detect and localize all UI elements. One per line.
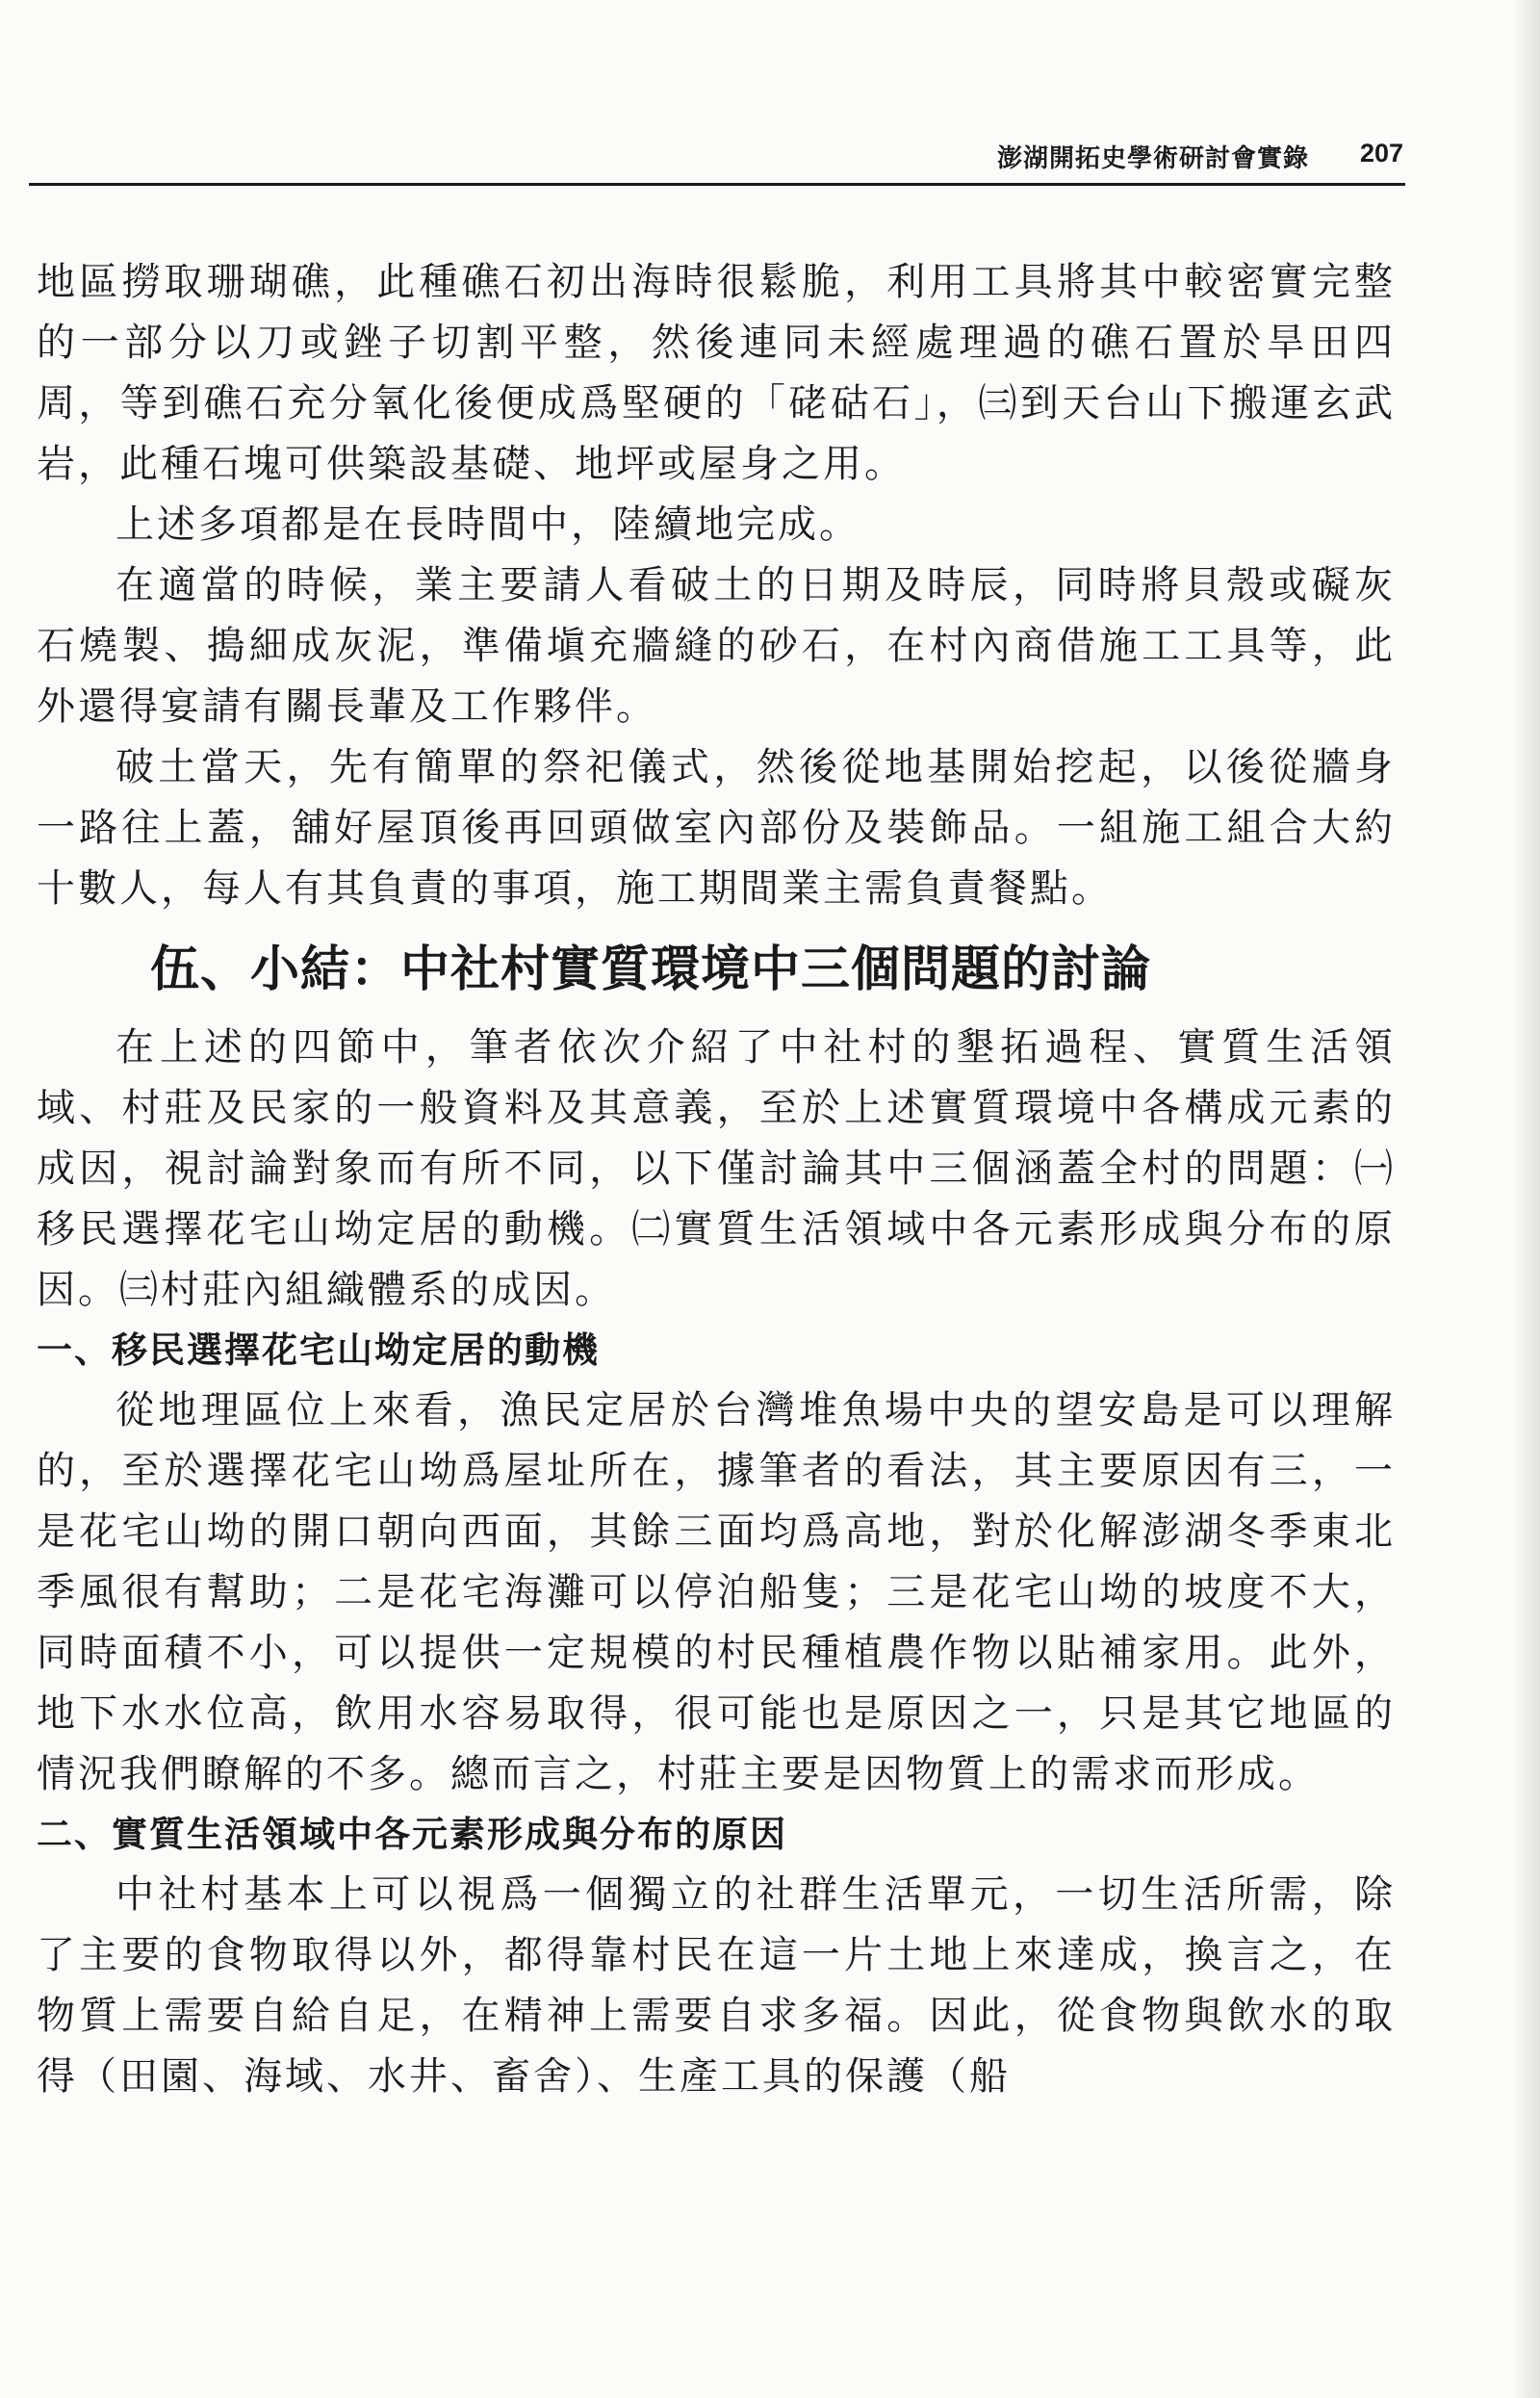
paragraph-continued: 地區撈取珊瑚礁，此種礁石初出海時很鬆脆，利用工具將其中較密實完整的一部分以刀或銼子切割平整，然後連同未經處理過的礁石置於旱田四周，等到礁石充分氧化後便成爲堅硬的「硓𥑮石」，㈢到天台山下搬運玄武岩，此種石塊可供築設基礎、地坪或屋身之用。 (37, 260, 1396, 486)
section-intro-paragraph: 在上述的四節中，筆者依次介紹了中社村的墾拓過程、實質生活領域、村莊及民家的一般資料及其意義，至於上述實質環境中各構成元素的成因，視討論對象而有所不同，以下僅討論其中三個涵蓋全村的問題：㈠移民選擇花宅山坳定居的動機。㈡實質生活領域中各元素形成與分布的原因。㈢村莊內組織體系的成因。 (37, 1025, 1396, 1312)
page-body (37, 252, 1396, 2107)
subsection-1-paragraph: 從地理區位上來看，漁民定居於台灣堆魚場中央的望安島是可以理解的，至於選擇花宅山坳爲屋址所在，據筆者的看法，其主要原因有三，一是花宅山坳的開口朝向西面，其餘三面均爲高地，對於化解澎湖冬季東北季風很有幫助；二是花宅海灘可以停泊船隻；三是花宅山坳的坡度不大，同時面積不小，可以提供一定規模的村民種植農作物以貼補家用。此外，地下水水位高，飲用水容易取得，很可能也是原因之一，只是其它地區的情況我們瞭解的不多。總而言之，村莊主要是因物質上的需求而形成。 (37, 1388, 1396, 1796)
running-header (29, 137, 1405, 186)
section-title: 伍、小結：中社村實質環境中三個問題的討論 (150, 941, 1152, 998)
paragraph: 破土當天，先有簡單的祭祀儀式，然後從地基開始挖起，以後從牆身一路往上蓋，舖好屋頂後再回頭做室內部份及裝飾品。一組施工組合大約十數人，每人有其負責的事項，施工期間業主需負責餐點。 (37, 745, 1396, 911)
page-number: 207 (1359, 139, 1403, 168)
paragraph: 在適當的時候，業主要請人看破土的日期及時辰，同時將貝殼或礙灰石燒製、搗細成灰泥，準備塡充牆縫的砂石，在村內商借施工工具等，此外還得宴請有關長輩及工作夥伴。 (37, 563, 1396, 729)
subsection-2-paragraph: 中社村基本上可以視爲一個獨立的社群生活單元，一切生活所需，除了主要的食物取得以外，都得靠村民在這一片土地上來達成，換言之，在物質上需要自給自足，在精神上需要自求多福。因此，從食物與飲水的取得（田園、海域、水井、畜舍）、生產工具的保護（船 (37, 1872, 1396, 2099)
header-title: 澎湖開拓史學術研討會實錄 (996, 144, 1309, 173)
binding-shadow (1513, 0, 1540, 2398)
subsection-heading-2: 二、實質生活領域中各元素形成與分布的原因 (37, 1814, 787, 1855)
paragraph: 上述多項都是在長時間中，陸續地完成。 (116, 503, 860, 547)
subsection-heading-1: 一、移民選擇花宅山坳定居的動機 (37, 1329, 600, 1371)
